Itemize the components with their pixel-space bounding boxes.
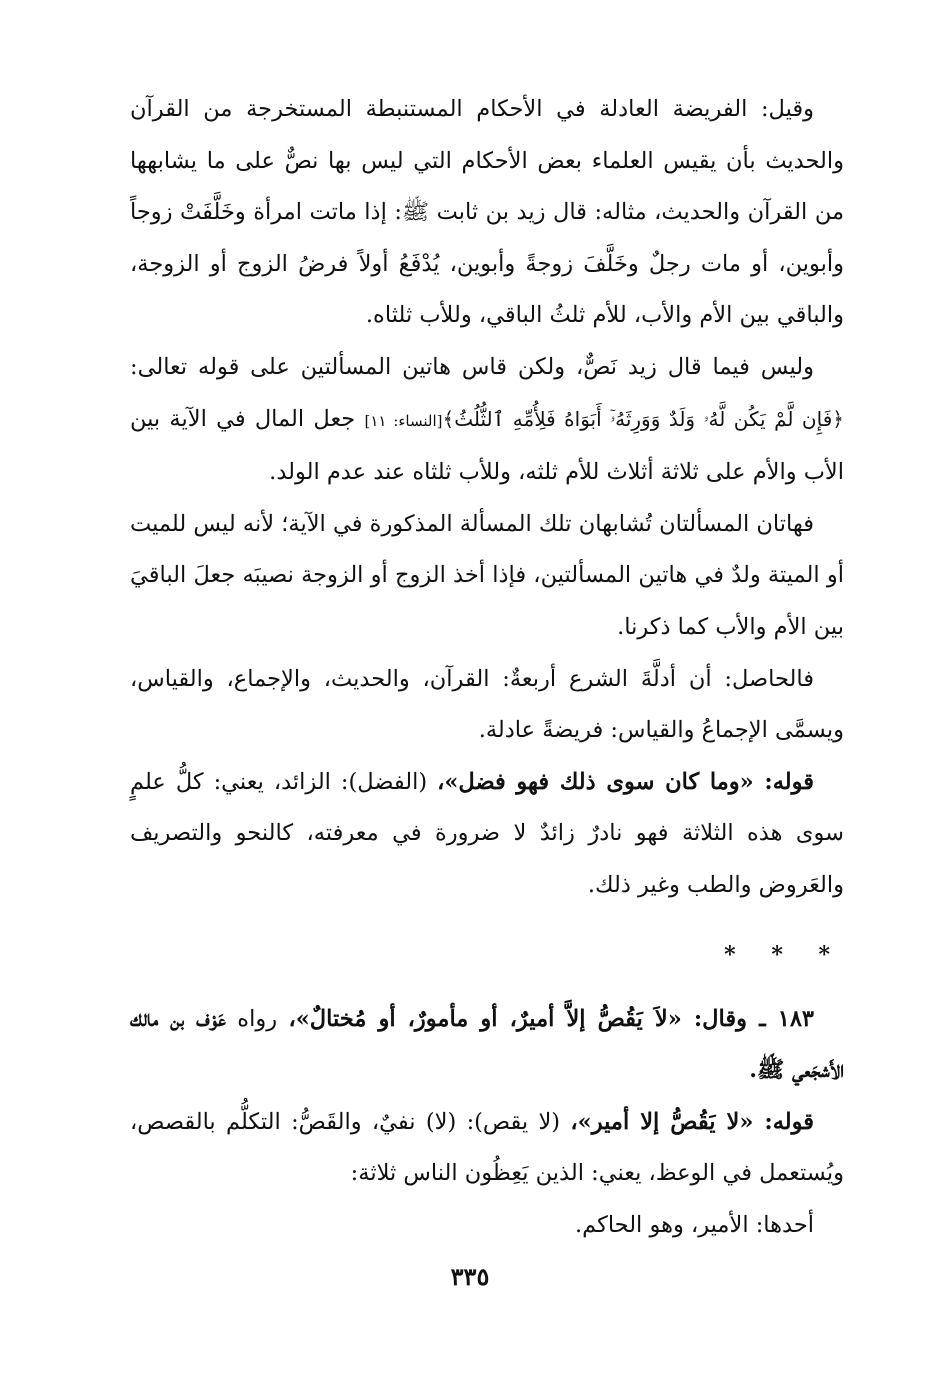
- paragraph-6-rest: (لا يقص): (لا) نفيٌ، والقَصُّ: التكلُّم بالقصص، ويُستعمل في الوعظ، يعني: الذين يَعِظُون الناس ثلاثة:: [130, 1108, 844, 1187]
- paragraph-7: أحدها: الأمير، وهو الحاكم.: [574, 1211, 814, 1238]
- paragraph-5-rest: (الفضل): الزائد، يعني: كلُّ علمٍ سوى هذه الثلاثة فهو نادرٌ زائدٌ لا ضرورة في معرفته، كالنحو والتصريف والعَروض والطب وغير ذلك.: [130, 768, 844, 898]
- hadith-183-text: ١٨٣ ـ وقال: «لاَ يَقُصُّ إلاَّ أميرٌ، أو مأمورٌ، أو مُختالٌ»،: [288, 1005, 814, 1032]
- verse-reference: [النساء: ١١]: [364, 411, 443, 430]
- paragraph-2: [130, 342, 844, 499]
- page-body: [130, 84, 844, 1251]
- paragraph-5-quote: قوله: «وما كان سوى ذلك فهو فضل»،: [437, 768, 814, 795]
- paragraph-6: [130, 1097, 844, 1200]
- paragraph-2-rest: جعل المال في الآية بين الأب والأم على ثلاثة أثلاث للأم ثلثه، وللأب ثلثاه عند عدم الولد.: [130, 405, 844, 486]
- paragraph-1: وقيل: الفريضة العادلة في الأحكام المستنبطة المستخرجة من القرآن والحديث بأن يقيس العلماء بعض الأحكام التي ليس بها نصٌّ على ما يشابهها من القرآن والحديث، مثاله: قال زيد بن ثابت ﷺ: إذا ماتت امرأة وخَلَّفَتْ زوجاً وأبوين، أو مات رجلٌ وخَلَّفَ زوجةً وأبوين، يُدْفَعُ أولاً فرضُ الزوج أو الزوجة، والباقي بين الأم والأب، للأم ثلثُ الباقي، وللأب ثلثاه.: [130, 96, 844, 329]
- hadith-183: [130, 994, 844, 1097]
- hadith-183-narrator: عَوْف بن مالك الأَشجَعي ﷺ.: [130, 1005, 844, 1084]
- paragraph-3: فهاتان المسألتان تُشابهان تلك المسألة المذكورة في الآية؛ لأنه ليس للميت أو الميتة ولدٌ في هاتين المسألتين، فإذا أخذ الزوج أو الزوجة نصيبَه جعلَ الباقيَ بين الأم والأب كما ذكرنا.: [130, 510, 844, 640]
- paragraph-2-text: وليس فيما قال زيد نَصٌّ، ولكن قاس هاتين المسألتين على قوله تعالى:: [130, 353, 814, 380]
- section-separator: * * *: [724, 941, 844, 968]
- quran-verse: ﴿فَإِن لَّمْ يَكُن لَّهُۥ وَلَدٌ وَوَرِثَهُۥٓ أَبَوَاهُ فَلِأُمِّهِ ٱلثُّلُثُ﴾: [442, 406, 844, 431]
- hadith-183-narrated: رواه: [237, 1005, 278, 1032]
- paragraph-6-quote: قوله: «لا يَقُصُّ إلا أمير»،: [570, 1108, 814, 1135]
- paragraph-4: فالحاصل: أن أدلَّةَ الشرع أربعةٌ: القرآن، والحديث، والإجماع، والقياس، ويسمَّى الإجماعُ والقياس: فريضةً عادلة.: [130, 665, 844, 744]
- paragraph-5: [130, 757, 844, 912]
- page-number: ٣٣٥: [450, 1262, 490, 1291]
